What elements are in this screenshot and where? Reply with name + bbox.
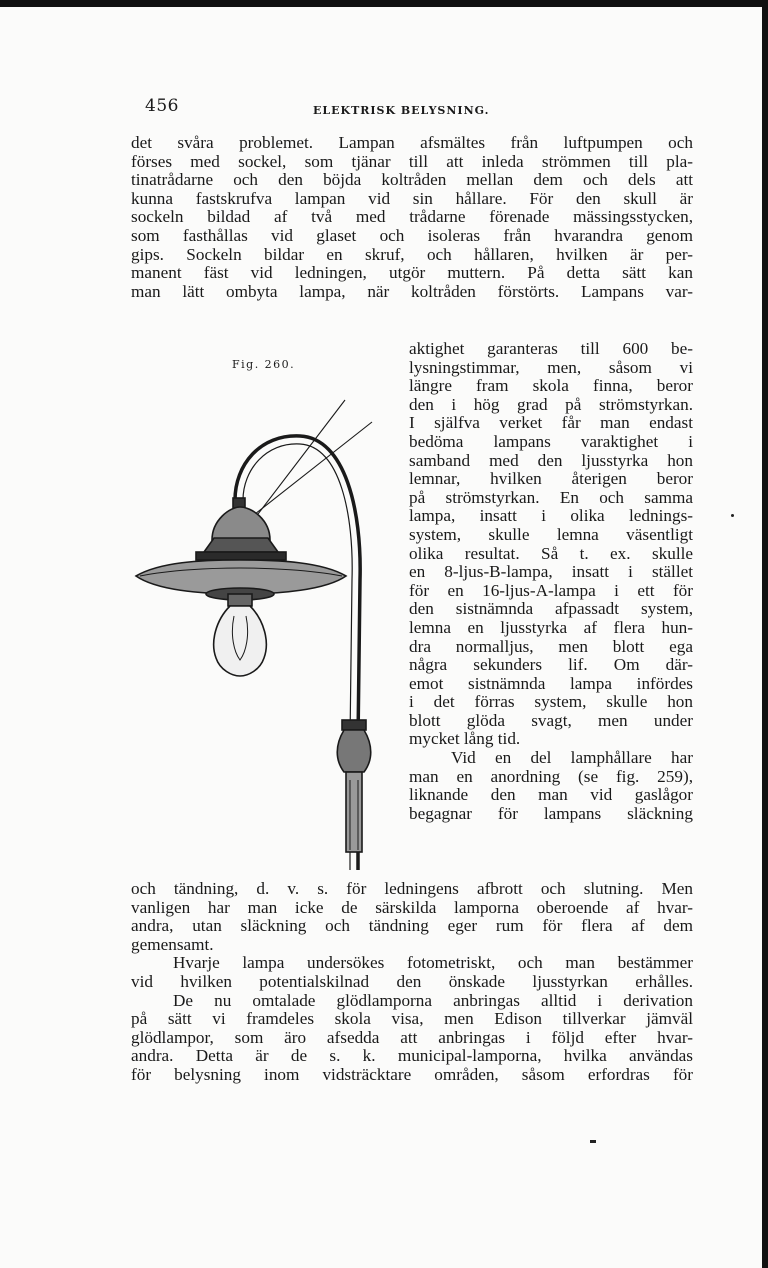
text-line: en 8-ljus-B-lampa, insatt i stället <box>409 562 693 582</box>
paragraph-bottom <box>131 880 693 1085</box>
text-line: för belysning inom vidsträcktare områden, såsom erfordras för <box>131 1064 693 1084</box>
text-line: kunna fastskrufva lampan vid sin hållare. För den skull är <box>131 188 693 208</box>
text-line: blott glöda svagt, men under <box>409 710 693 730</box>
figure-caption: Fig. 260. <box>232 358 296 371</box>
text-line: samband med den ljusstyrka hon <box>409 450 693 470</box>
text-line: för en 16-ljus-A-lampa i ett för <box>409 580 693 600</box>
text-line: förses med sockel, som tjänar till att inleda strömmen till pla- <box>131 151 693 171</box>
paragraph-top <box>131 134 693 301</box>
text-line: i det förras system, skulle hon <box>409 692 693 712</box>
text-line: lemnar, hvilken återigen beror <box>409 469 693 489</box>
text-line: gips. Sockeln bildar en skruf, och hållaren, hvilken är per- <box>131 244 693 264</box>
text-line: det svåra problemet. Lampan afsmältes från luftpumpen och <box>131 133 693 152</box>
text-line: glödlampor, som äro afsedda att anbringas i följd efter hvar- <box>131 1027 693 1047</box>
running-title: ELEKTRISK BELYSNING. <box>313 104 490 117</box>
text-line: vid hvilken potentialskilnad den önskade ljusstyrkan erhålles. <box>131 971 693 991</box>
ink-speck <box>590 1140 596 1143</box>
page-number: 456 <box>145 96 179 116</box>
text-line: emot sistnämnda lampa infördes <box>409 673 693 693</box>
text-line: några sekunders lif. Om där- <box>409 655 693 675</box>
text-line: Vid en del lamphållare har <box>451 748 693 768</box>
text-line: De nu omtalade glödlamporna anbringas alltid i derivation <box>173 990 693 1010</box>
top-border <box>0 0 768 7</box>
text-line: tinatrådarne och den böjda koltråden mellan dem och dels att <box>131 170 693 190</box>
text-line: bedöma lampans varaktighet i <box>409 431 693 451</box>
text-line: Hvarje lampa undersökes fotometriskt, och man bestämmer <box>173 953 693 973</box>
text-line: manent fäst vid ledningen, utgör muttern. På detta sätt kan <box>131 263 693 283</box>
ink-speck <box>731 514 734 517</box>
text-line: olika resultat. Så t. ex. skulle <box>409 543 693 563</box>
text-line: liknande den man vid gaslågor <box>409 785 693 805</box>
text-line: gemensamt. <box>131 934 214 954</box>
text-line: aktighet garanteras till 600 be- <box>409 339 693 358</box>
text-line: andra, utan släckning och tändning eger rum för flera af dem <box>131 916 693 936</box>
text-line: man en anordning (se fig. 259), <box>409 766 693 786</box>
text-line: system, skulle lemna väsentligt <box>409 524 693 544</box>
text-line: lysningstimmar, men, såsom vi <box>409 357 693 377</box>
text-line: man lätt ombyta lampa, när koltråden förstörts. Lampans var- <box>131 281 693 301</box>
text-line: den i hög grad på strömstyrkan. <box>409 394 693 414</box>
text-line: den sistnämnda afpassadt system, <box>409 599 693 619</box>
text-line: mycket lång tid. <box>409 729 521 749</box>
text-line: dra normalljus, men blott ega <box>409 636 693 656</box>
text-line: och tändning, d. v. s. för ledningens afbrott och slutning. Men <box>131 879 693 898</box>
right-border <box>762 0 768 1268</box>
text-line: på strömstyrkan. En och samma <box>409 487 693 507</box>
text-line: lemna en ljusstyrka af flera hun- <box>409 617 693 637</box>
text-line: sockeln bildad af två med trådarne förenade mässingsstycken, <box>131 207 693 227</box>
text-line: begagnar för lampans släckning <box>409 803 693 823</box>
text-line: som fasthållas vid glaset och isoleras från hvarandra genom <box>131 225 693 245</box>
text-line: lampa, insatt i olika lednings- <box>409 506 693 526</box>
text-line: andra. Detta är de s. k. municipal-lamporna, hvilka användas <box>131 1046 693 1066</box>
lamp-figure <box>130 380 400 870</box>
text-line: på sätt vi framdeles skola visa, men Edison tillverkar jämväl <box>131 1009 693 1029</box>
text-line: vanligen har man icke de särskilda lamporna oberoende af hvar- <box>131 897 693 917</box>
text-line: längre fram skola finna, beror <box>409 376 693 396</box>
text-line: I själfva verket får man endast <box>409 413 693 433</box>
paragraph-side <box>409 340 693 823</box>
